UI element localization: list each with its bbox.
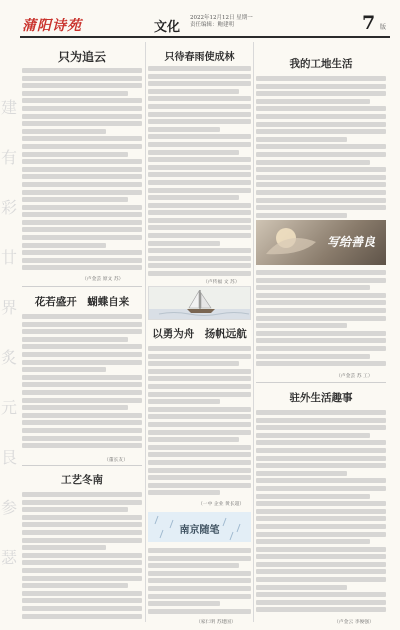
article-body <box>148 346 251 496</box>
article-title: 工艺冬南 <box>61 474 103 486</box>
divider <box>22 286 142 287</box>
article-body <box>256 76 386 226</box>
vertical-char: 艮 <box>1 448 18 467</box>
article-body <box>148 66 251 276</box>
vertical-char: 彩 <box>1 198 18 217</box>
vertical-char: 元 <box>1 398 18 417</box>
article-body <box>22 492 142 620</box>
column-left <box>22 42 142 622</box>
article-title: 驻外生活趣事 <box>289 392 353 404</box>
editor: 责任编辑：鲍建明 <box>190 22 235 28</box>
article-byline: （一中 企业 黄长超） <box>198 502 245 507</box>
column-divider <box>253 42 254 622</box>
article-title: 南京随笔 <box>179 525 220 536</box>
divider <box>22 465 142 466</box>
article-byline: （卢金芸 苏 工） <box>336 374 373 379</box>
page-number: 7 <box>362 12 376 34</box>
sailboat-illustration <box>148 286 251 320</box>
masthead <box>20 14 390 38</box>
divider <box>256 382 386 383</box>
article-body <box>22 314 142 454</box>
article-byline: （董长友） <box>104 458 128 463</box>
vertical-char: 建 <box>1 98 18 117</box>
article-byline: （家仁明 苏建国） <box>196 620 236 625</box>
article-body <box>148 548 251 616</box>
vertical-char: 炙 <box>1 348 18 367</box>
article-body <box>256 410 386 615</box>
article-title: 写给善良 <box>326 235 375 249</box>
column-divider <box>145 42 146 622</box>
article-body <box>256 270 386 370</box>
vertical-char: 界 <box>1 298 18 317</box>
article-byline: （卢金云 李俊强） <box>334 620 374 625</box>
date: 2022年12月12日 星期一 <box>190 15 253 21</box>
vertical-poem <box>0 95 18 615</box>
date-line <box>190 15 253 29</box>
vertical-char: 廿 <box>1 248 18 267</box>
article-byline: （卢传福 文 苏） <box>203 280 240 285</box>
vertical-char: 参 <box>1 498 18 517</box>
leaf-sunset-photo <box>256 220 386 265</box>
rain-illustration <box>148 512 251 542</box>
article-byline: （卢金芸 原文 苏） <box>82 277 124 282</box>
article-title: 只为追云 <box>57 50 106 64</box>
section-title: 文化 <box>154 20 181 35</box>
article-body <box>22 68 142 273</box>
article-title: 我的工地生活 <box>289 58 353 70</box>
article-title: 以勇为舟 扬帆远航 <box>152 328 247 340</box>
article-title: 花若盛开 蝴蝶自来 <box>34 296 130 308</box>
column-right <box>256 42 386 625</box>
brand-logo: 蒲阳诗苑 <box>22 18 82 34</box>
page-suffix: 版 <box>380 24 387 31</box>
article-title: 只待春雨使成林 <box>164 52 235 63</box>
vertical-char: 瑟 <box>1 548 18 567</box>
vertical-char: 有 <box>1 148 18 167</box>
column-middle <box>148 42 251 625</box>
